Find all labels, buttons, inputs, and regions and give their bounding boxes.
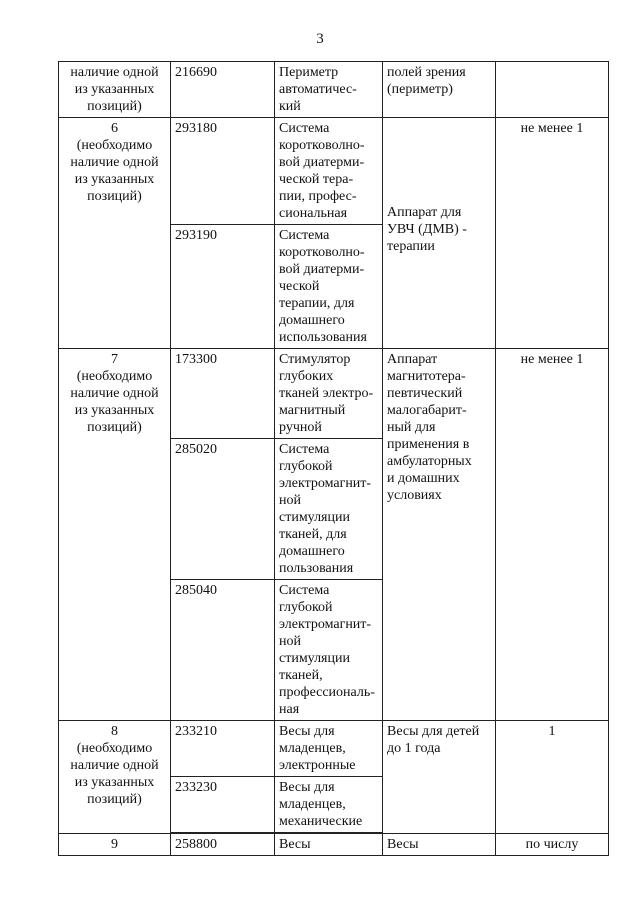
page-number: 3 [316,31,324,47]
table-row [59,833,609,856]
name-cell: Система глубокой электромагнит- ной стимуляции тканей, профессиональ- ная [275,580,383,721]
name-cell: Весы для младенцев, электронные [275,721,383,777]
device-cell: Весы [383,833,496,856]
name-cell: Система коротковолно- вой диатерми- ческой тера- пии, профес- сиональная [275,118,383,225]
table-row [59,349,609,439]
table-row [59,62,609,118]
quantity-cell [496,62,609,118]
name-cell: Весы для младенцев, механические [275,777,383,834]
name-cell: Периметр автоматичес- кий [275,62,383,118]
code-cell: 293190 [171,225,275,349]
device-cell: Аппарат магнитотера- певтический малогабарит- ный для применения в амбулаторных и домашних условиях [383,349,496,721]
name-cell: Весы [275,833,383,856]
group-cell: наличие одной из указанных позиций) [59,62,171,118]
code-cell: 233230 [171,777,275,834]
quantity-cell: по числу [496,833,609,856]
device-cell: Аппарат для УВЧ (ДМВ) - терапии [383,118,496,349]
code-cell: 285020 [171,439,275,580]
name-cell: Система глубокой электромагнит- ной стимуляции тканей, для домашнего пользования [275,439,383,580]
table-row [59,721,609,777]
equipment-table [58,61,609,856]
code-cell: 293180 [171,118,275,225]
code-cell: 258800 [171,833,275,856]
group-cell: 7 (необходимо наличие одной из указанных позиций) [59,349,171,721]
quantity-cell: не менее 1 [496,349,609,721]
device-cell: полей зрения (перимeтр) [383,62,496,118]
device-cell: Весы для детей до 1 года [383,721,496,834]
group-cell: 9 [59,833,171,856]
code-cell: 173300 [171,349,275,439]
quantity-cell: не менее 1 [496,118,609,349]
quantity-cell: 1 [496,721,609,834]
code-cell: 216690 [171,62,275,118]
group-cell: 8 (необходимо наличие одной из указанных позиций) [59,721,171,834]
name-cell: Стимулятор глубоких тканей электро- магнитный ручной [275,349,383,439]
code-cell: 233210 [171,721,275,777]
group-cell: 6 (необходимо наличие одной из указанных позиций) [59,118,171,349]
table-row [59,118,609,225]
code-cell: 285040 [171,580,275,721]
name-cell: Система коротковолно- вой диатерми- ческой терапии, для домашнего использования [275,225,383,349]
